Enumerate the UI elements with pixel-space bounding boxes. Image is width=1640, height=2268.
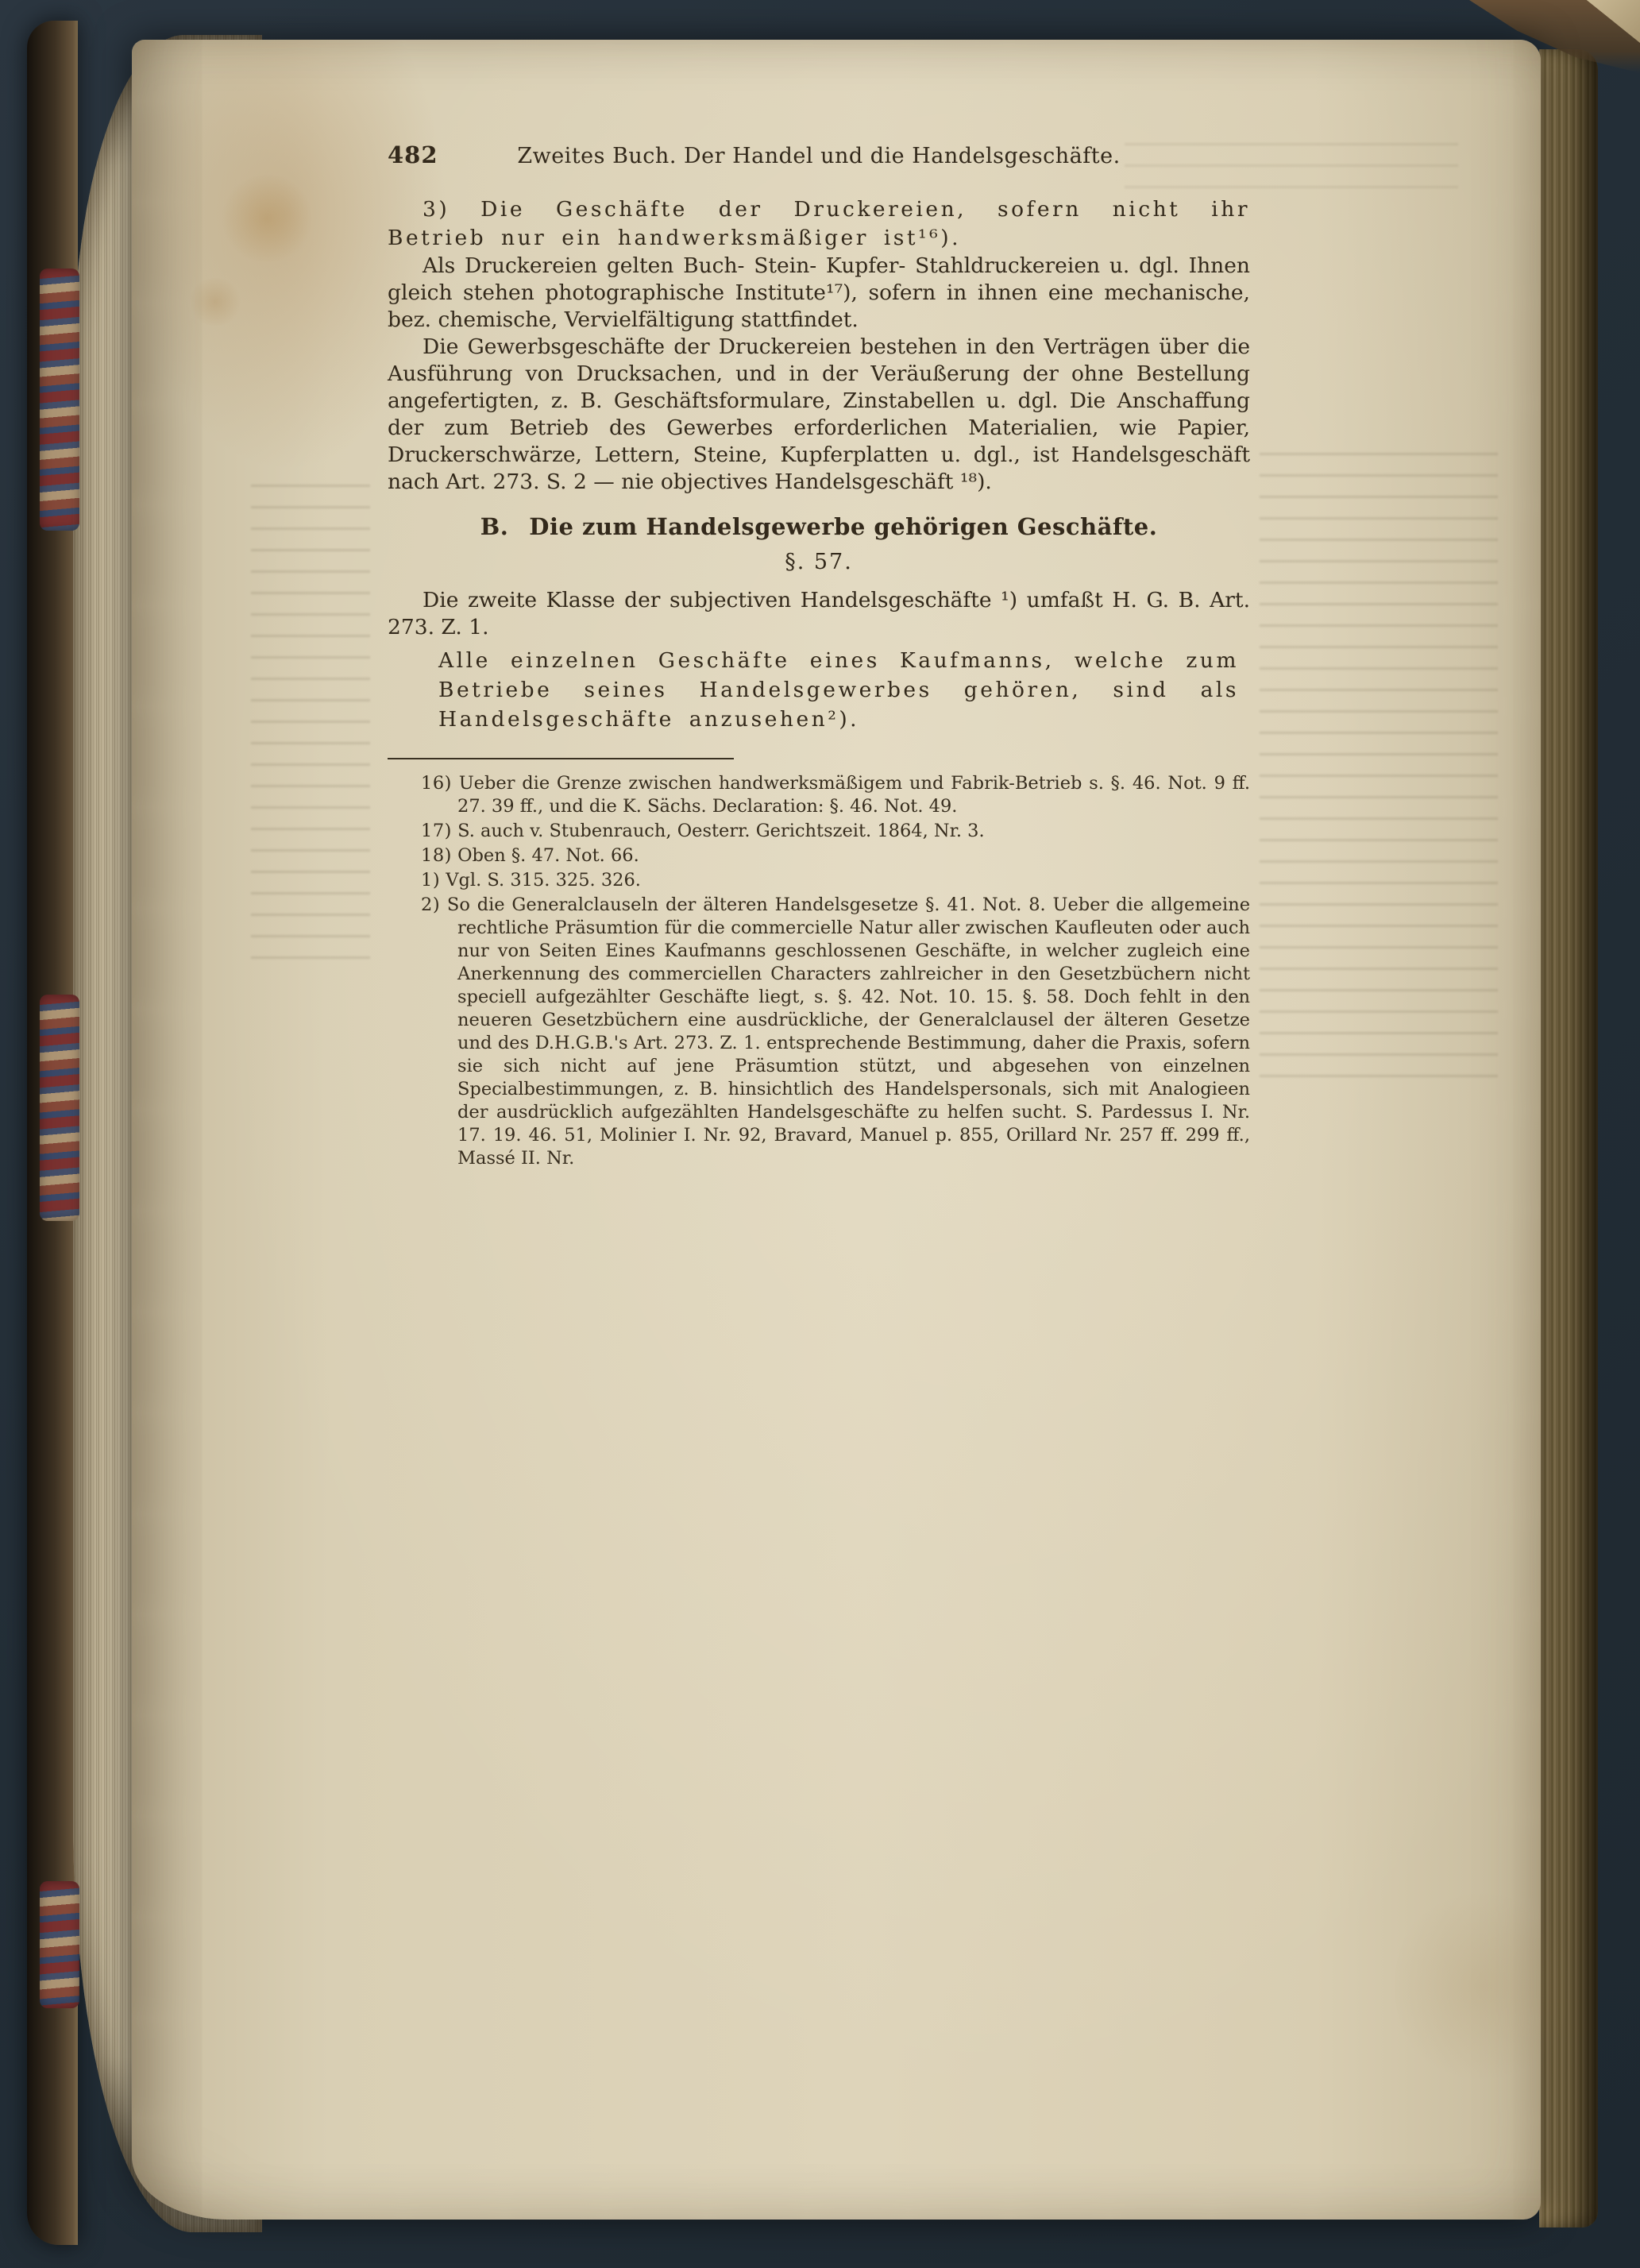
- footnote-17: [388, 820, 1250, 843]
- footnote-1: [388, 869, 1250, 892]
- marbled-edge-bottom: [40, 1881, 79, 2008]
- footnotes: [388, 772, 1250, 1170]
- footnote-2: [388, 894, 1250, 1170]
- paragraph-gewerbsgeschaefte: Die Gewerbsgeschäfte der Druckereien bestehen in den Verträgen über die Ausführung von Drucksachen, und in der Veräußerung der ohne Bestellung angefertigten, z. B. Geschäftsformulare, Zinstabellen u. dgl. Die Anschaffung der zum Betrieb des Gewerbes erforderlichen Materialien, wie Papier, Druckerschwärze, Lettern, Steine, Kupferplatten u. dgl., ist Handelsgeschäft nach Art. 273. S. 2 — nie objectives Handelsgeschäft ¹⁸).: [388, 334, 1250, 494]
- footnote-number: 18): [421, 845, 452, 866]
- marbled-edge-top: [40, 269, 79, 531]
- section-heading-text: Die zum Handelsgewerbe gehörigen Geschäfte.: [529, 513, 1158, 540]
- page-header: [388, 141, 1250, 168]
- footnote-text: S. auch v. Stubenrauch, Oesterr. Gerichtszeit. 1864, Nr. 3.: [457, 821, 985, 841]
- section-heading-label: B.: [480, 513, 509, 540]
- running-title: Zweites Buch. Der Handel und die Handelsgeschäfte.: [517, 144, 1121, 168]
- section-heading: [388, 513, 1250, 540]
- marbled-edge-middle: [40, 995, 79, 1221]
- section-mark: §. 57.: [785, 550, 853, 574]
- footnote-text: Vgl. S. 315. 325. 326.: [446, 870, 641, 891]
- paragraph-als-druckereien: Als Druckereien gelten Buch- Stein- Kupfer- Stahldruckereien u. dgl. Ihnen gleich stehen photographische Institute¹⁷), sofern in ihnen eine mechanische, bez. chemische, Vervielfältigung stattfindet.: [388, 253, 1250, 332]
- ink-bleed-through: [1260, 453, 1498, 1080]
- footnote-number: 1): [421, 870, 441, 891]
- foxing-stain: [187, 278, 243, 326]
- page-content: [388, 141, 1250, 1172]
- footnote-text: So die Generalclauseln der älteren Handelsgesetze §. 41. Not. 8. Ueber die allgemeine rechtliche Präsumtion für die commercielle Natur aller zwischen Kaufleuten oder auch nur von Seiten Eines Kaufmanns geschlossenen Geschäfte, in welcher zugleich eine Anerkennung des commerciellen Characters zahlreicher in den Gesetzbüchern nicht speciell aufgezählter Geschäfte liegt, s. §. 42. Not. 10. 15. §. 58. Doch fehlt in den neueren Gesetzbüchern eine ausdrückliche, der Generalclausel der älteren Gesetze und des D.H.G.B.'s Art. 273. Z. 1. entsprechende Bestimmung, daher die Praxis, sofern sie sich nicht auf jene Präsumtion stützt, und abgesehen von einzelnen Specialbestimmungen, z. B. hinsichtlich des Handelspersonals, sich mit Analogieen der ausdrücklich aufgezählten Handelsgeschäfte zu helfen sucht. S. Pardessus I. Nr. 17. 19. 46. 51, Molinier I. Nr. 92, Bravard, Manuel p. 855, Orillard Nr. 257 ff. 299 ff., Massé II. Nr.: [446, 894, 1251, 1169]
- footnote-18: [388, 844, 1250, 867]
- paragraph-zweite-klasse: Die zweite Klasse der subjectiven Handelsgeschäfte ¹) umfaßt H. G. B. Art. 273. Z. 1.: [388, 588, 1250, 639]
- quote-handelsgeschaefte: Alle einzelnen Geschäfte eines Kaufmanns, welche zum Betriebe seines Handelsgewerbes gehören, sind als Handelsgeschäfte anzusehen²).: [438, 648, 1239, 732]
- footnote-number: 2): [421, 894, 441, 915]
- footnote-text: Ueber die Grenze zwischen handwerksmäßigem und Fabrik-Betrieb s. §. 46. Not. 9 ff. 27. 39 ff., und die K. Sächs. Declaration: §. 46. Not. 49.: [457, 773, 1250, 817]
- book-page: [132, 40, 1541, 2220]
- footnote-16: [388, 772, 1250, 818]
- footnote-number: 17): [421, 821, 452, 841]
- paragraph-druckereien: 3) Die Geschäfte der Druckereien, sofern nicht ihr Betrieb nur ein handwerksmäßiger ist¹⁶).: [388, 197, 1250, 250]
- page-edge-right: [1539, 49, 1598, 2227]
- footnote-text: Oben §. 47. Not. 66.: [457, 845, 639, 866]
- footnote-rule: [388, 758, 734, 759]
- page-number: 482: [388, 141, 438, 168]
- foxing-stain: [219, 175, 314, 262]
- ink-bleed-through: [251, 485, 370, 977]
- footnote-number: 16): [421, 773, 452, 794]
